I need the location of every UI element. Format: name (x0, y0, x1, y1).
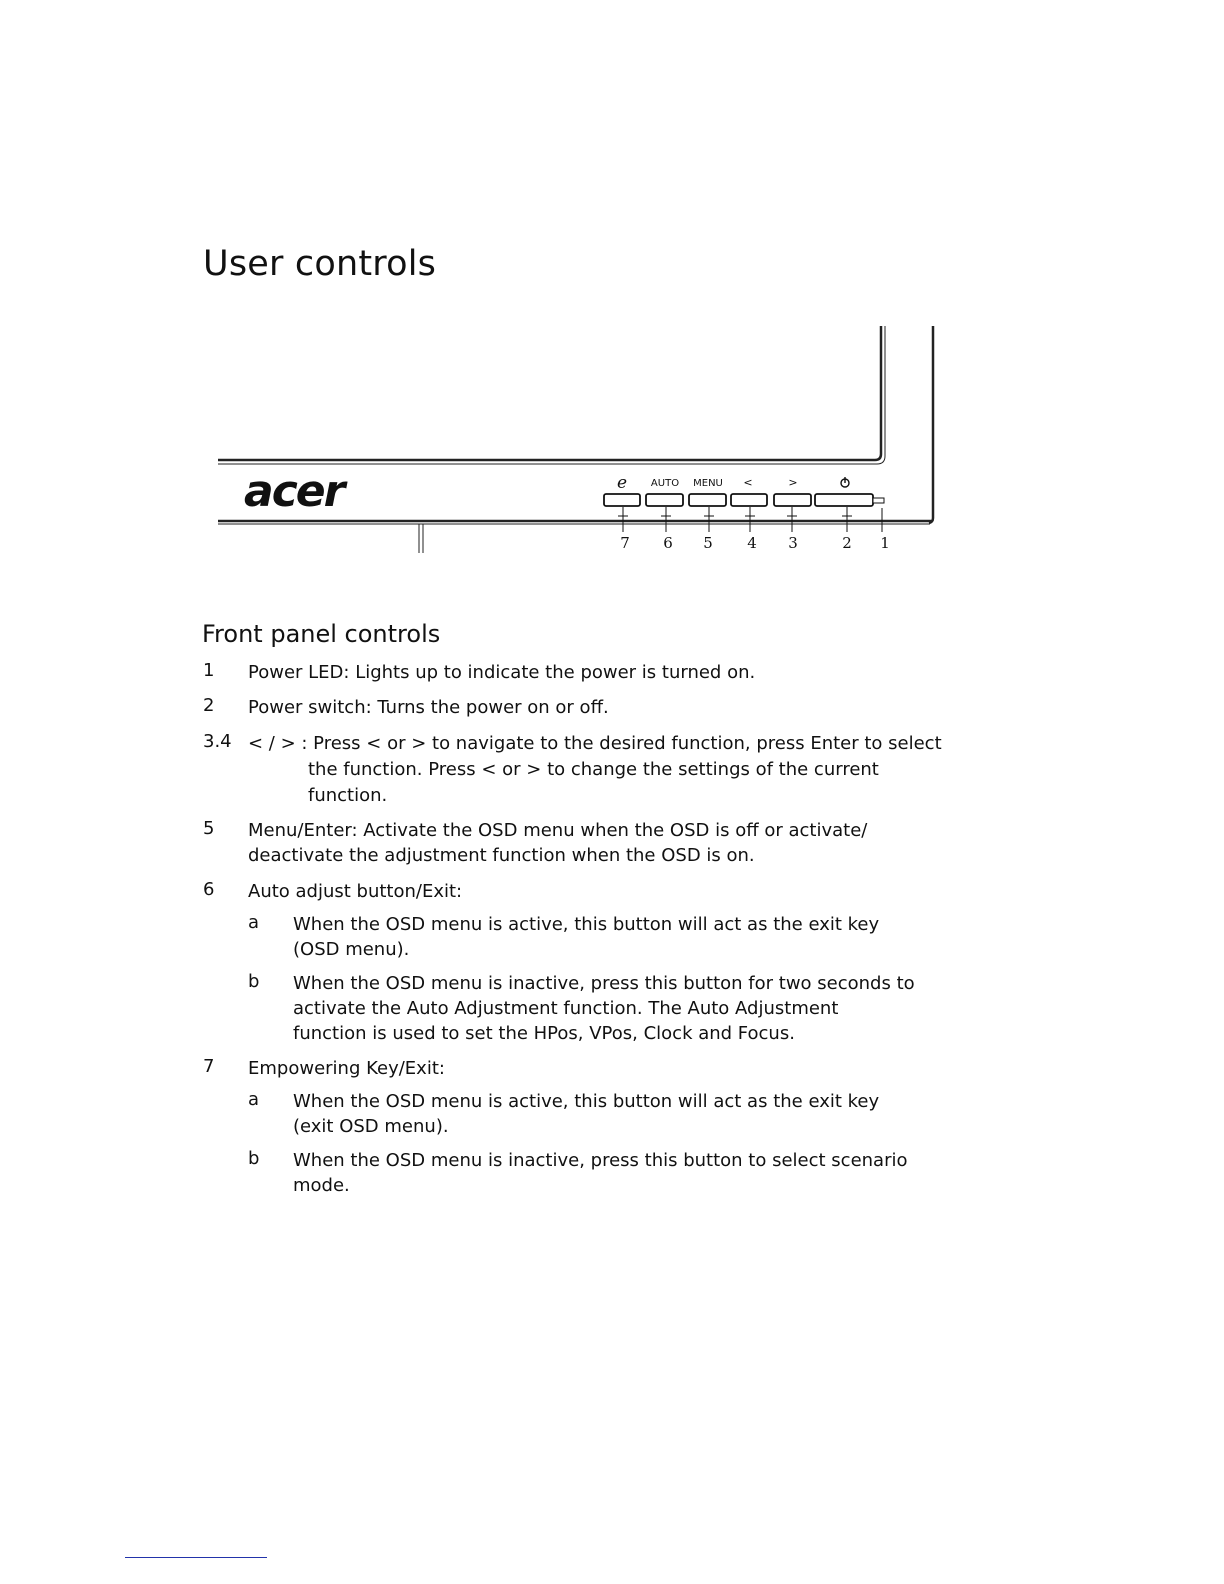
item-number: 3.4 (203, 731, 232, 752)
empowering-key[interactable] (604, 494, 640, 506)
item-text: function. (308, 785, 388, 806)
item-text: Power switch: Turns the power on or off. (248, 697, 609, 718)
auto-button[interactable] (646, 494, 683, 506)
item-number: 7 (203, 1056, 215, 1077)
subitem-text: When the OSD menu is active, this button will act as the exit key (293, 1091, 880, 1112)
item-number: 2 (203, 695, 215, 716)
item-text: deactivate the adjustment function when the OSD is on. (248, 845, 755, 866)
empowering-key-label: e (616, 473, 628, 493)
right-key-label: > (788, 476, 798, 489)
subitem-text: When the OSD menu is inactive, press this button to select scenario (293, 1150, 908, 1171)
item-text: Auto adjust button/Exit: (248, 881, 463, 902)
callout-2: 2 (842, 534, 852, 552)
subitem-text: function is used to set the HPos, VPos, Clock and Focus. (293, 1023, 795, 1044)
subitem-letter: b (248, 971, 260, 992)
left-button[interactable] (731, 494, 767, 506)
section-heading: Front panel controls (202, 620, 441, 648)
power-led (873, 498, 884, 503)
callout-1: 1 (880, 534, 890, 552)
page-title: User controls (203, 244, 437, 284)
callout-6: 6 (663, 534, 673, 552)
power-button[interactable] (815, 494, 873, 506)
callout-7: 7 (620, 534, 630, 552)
item-text: Menu/Enter: Activate the OSD menu when the OSD is off or activate/ (248, 820, 868, 841)
subitem-text: When the OSD menu is inactive, press this button for two seconds to (293, 973, 915, 994)
power-icon (841, 477, 849, 487)
monitor-outer-edge (929, 326, 933, 523)
menu-key-label: MENU (693, 478, 723, 489)
subitem-text: (exit OSD menu). (293, 1116, 449, 1137)
subitem-letter: b (248, 1148, 260, 1169)
item-number: 1 (203, 660, 215, 681)
subitem-text: (OSD menu). (293, 939, 410, 960)
front-panel-diagram (214, 326, 944, 562)
right-button[interactable] (774, 494, 811, 506)
subitem-letter: a (248, 1089, 260, 1110)
item-number: 5 (203, 818, 215, 839)
acer-logo: acer (244, 466, 344, 517)
subitem-text: mode. (293, 1175, 350, 1196)
item-text: Empowering Key/Exit: (248, 1058, 445, 1079)
callout-3: 3 (788, 534, 798, 552)
menu-button[interactable] (689, 494, 726, 506)
item-text: the function. Press < or > to change the settings of the current (308, 759, 879, 780)
callout-4: 4 (747, 534, 757, 552)
screen-bezel-edge (218, 326, 881, 460)
item-text: < / > : Press < or > to navigate to the desired function, press Enter to select (248, 733, 942, 754)
callout-5: 5 (703, 534, 713, 552)
subitem-letter: a (248, 912, 260, 933)
item-text: Power LED: Lights up to indicate the power is turned on. (248, 662, 756, 683)
footer-rule (125, 1557, 267, 1558)
subitem-text: When the OSD menu is active, this button will act as the exit key (293, 914, 880, 935)
left-key-label: < (743, 476, 753, 489)
auto-key-label: AUTO (650, 478, 680, 489)
subitem-text: activate the Auto Adjustment function. The Auto Adjustment (293, 998, 839, 1019)
item-number: 6 (203, 879, 215, 900)
